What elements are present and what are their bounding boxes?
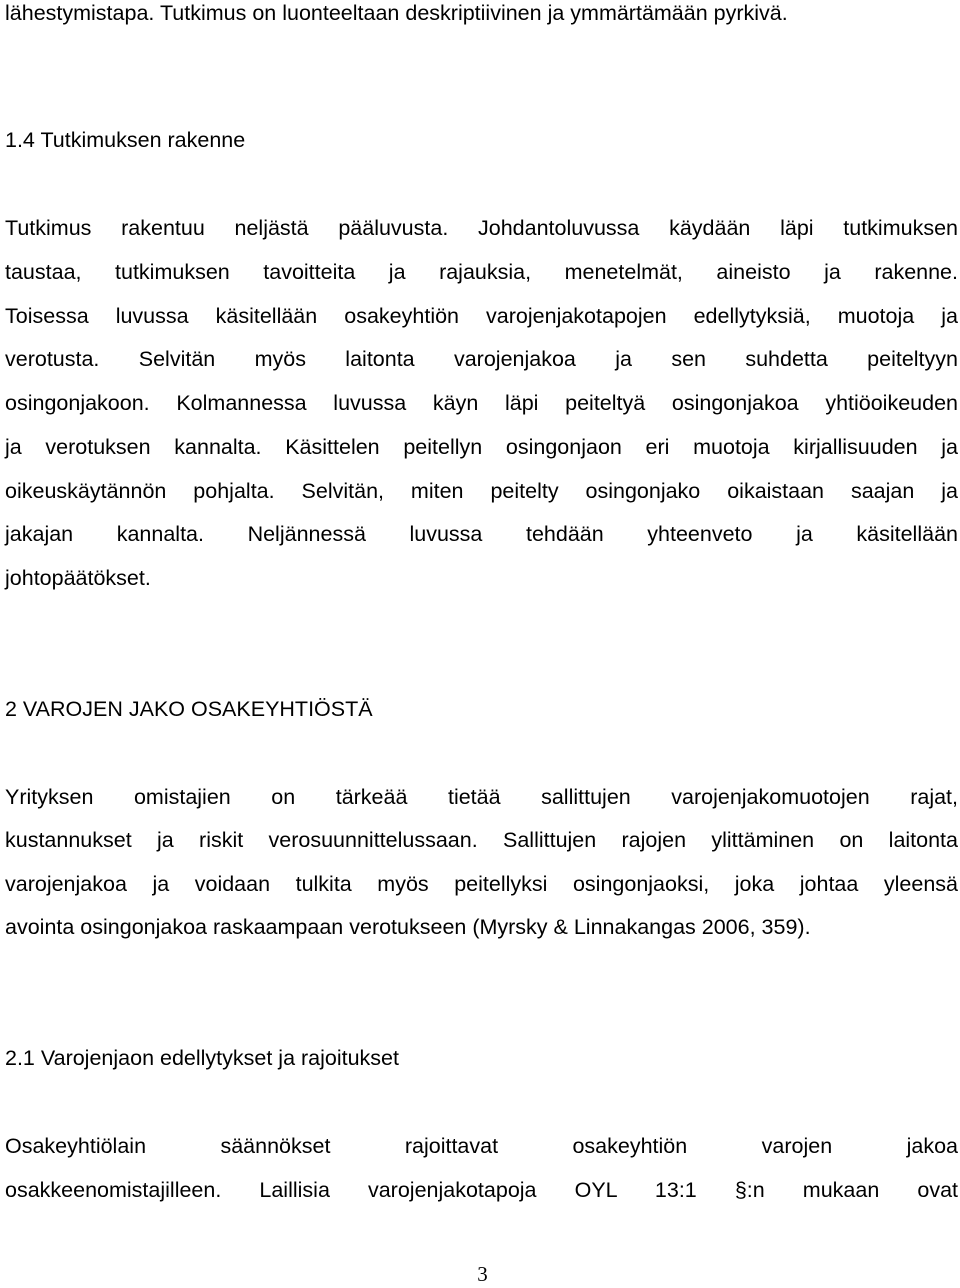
paragraph-line: taustaa, tutkimuksen tavoitteita ja rajauksia, menetelmät, aineisto ja rakenne.: [5, 260, 958, 284]
chapter-heading: 2 VAROJEN JAKO OSAKEYHTIÖSTÄ: [5, 697, 373, 721]
section-heading: 2.1 Varojenjaon edellytykset ja rajoitukset: [5, 1046, 399, 1070]
paragraph-line: ja verotuksen kannalta. Käsittelen peitellyn osingonjaon eri muotoja kirjallisuuden ja: [5, 435, 958, 459]
paragraph-line: avointa osingonjakoa raskaampaan verotukseen (Myrsky & Linnakangas 2006, 359).: [5, 915, 811, 939]
paragraph-line: Toisessa luvussa käsitellään osakeyhtiön varojenjakotapojen edellytyksiä, muotoja ja: [5, 304, 958, 328]
paragraph-line: Osakeyhtiölain säännökset rajoittavat osakeyhtiön varojen jakoa: [5, 1134, 958, 1158]
paragraph-line: verotusta. Selvitän myös laitonta varojenjakoa ja sen suhdetta peiteltyyn: [5, 347, 958, 371]
paragraph-line: osingonjakoon. Kolmannessa luvussa käyn läpi peiteltyä osingonjakoa yhtiöoikeuden: [5, 391, 958, 415]
paragraph-line: lähestymistapa. Tutkimus on luonteeltaan deskriptiivinen ja ymmärtämään pyrkivä.: [5, 1, 788, 25]
paragraph-line: jakajan kannalta. Neljännessä luvussa tehdään yhteenveto ja käsitellään: [5, 522, 958, 546]
paragraph-line: oikeuskäytännön pohjalta. Selvitän, miten peitelty osingonjako oikaistaan saajan ja: [5, 479, 958, 503]
section-heading: 1.4 Tutkimuksen rakenne: [5, 128, 246, 152]
paragraph-line: johtopäätökset.: [5, 566, 151, 590]
paragraph-line: kustannukset ja riskit verosuunnittelussaan. Sallittujen rajojen ylittäminen on laitonta: [5, 828, 958, 852]
paragraph-line: osakkeenomistajilleen. Laillisia varojenjakotapoja OYL 13:1 §:n mukaan ovat: [5, 1178, 958, 1202]
paragraph-line: Tutkimus rakentuu neljästä pääluvusta. Johdantoluvussa käydään läpi tutkimuksen: [5, 216, 958, 240]
document-page: [5, 0, 960, 1288]
paragraph-line: Yrityksen omistajien on tärkeää tietää sallittujen varojenjakomuotojen rajat,: [5, 785, 958, 809]
page-number: 3: [477, 1262, 488, 1286]
paragraph-line: varojenjakoa ja voidaan tulkita myös peitellyksi osingonjaoksi, joka johtaa yleensä: [5, 872, 958, 896]
